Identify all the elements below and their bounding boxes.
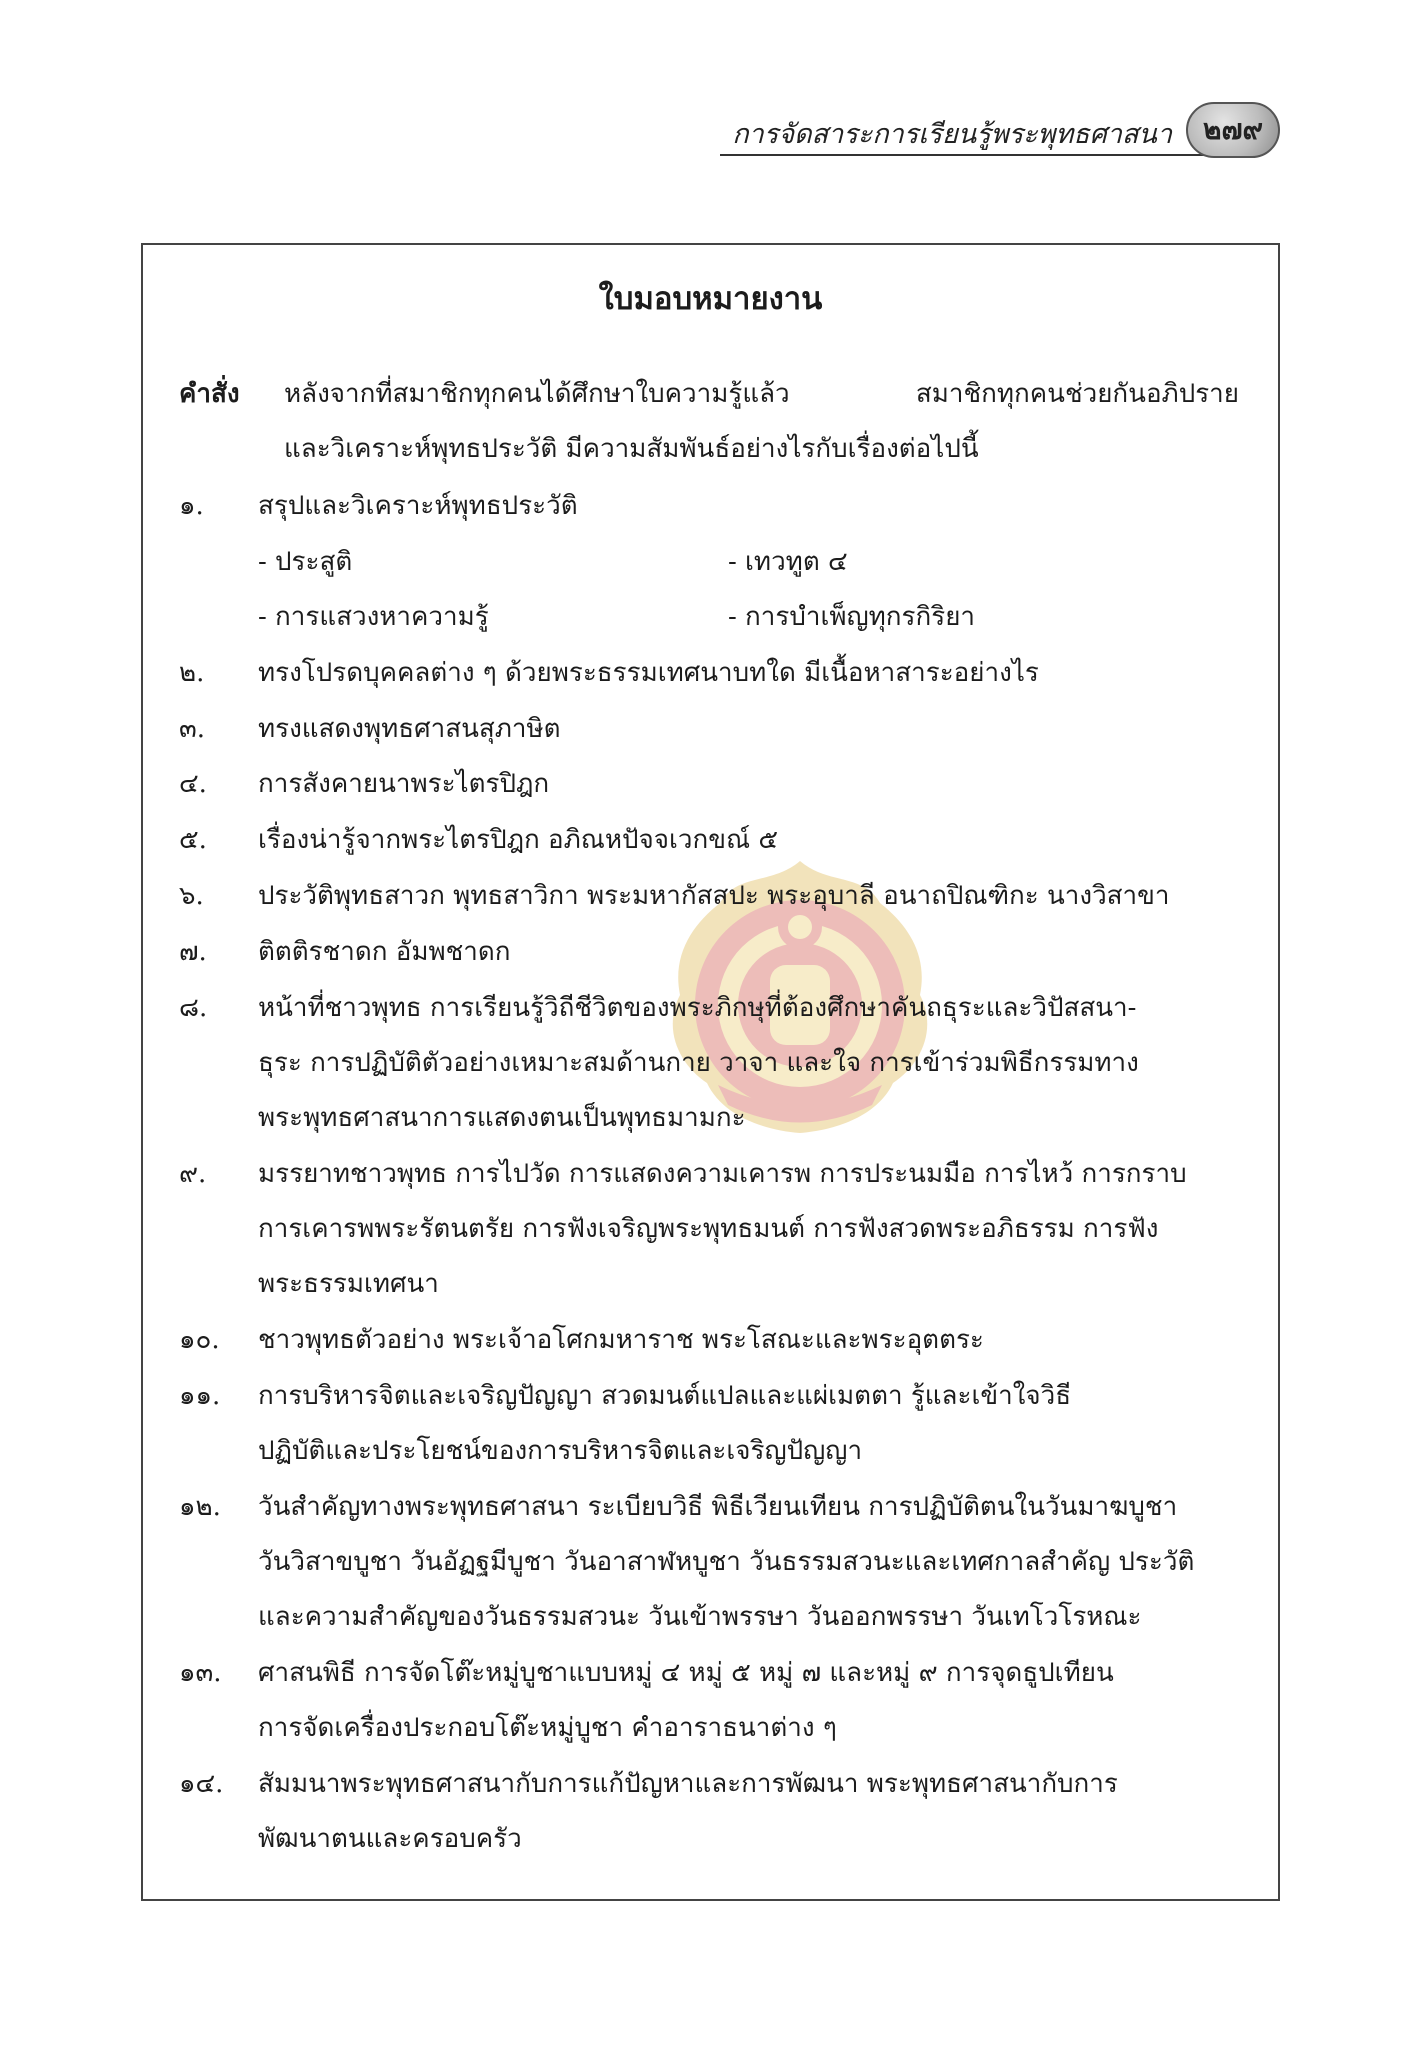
item-number: ๑๒. — [179, 1492, 221, 1522]
item-text: วันสำคัญทางพระพุทธศาสนา ระเบียบวิธี พิธีเวียนเทียน การปฏิบัติตนในวันมาฆบูชา — [258, 1492, 1178, 1522]
sheet-title: ใบมอบหมายงาน — [598, 281, 823, 317]
item-number: ๑๓. — [179, 1658, 222, 1688]
item-text: วันวิสาขบูชา วันอัฏฐมีบูชา วันอาสาฬหบูชา วันธรรมสวนะและเทศกาลสำคัญ ประวัติ — [258, 1547, 1195, 1577]
item-text: พัฒนาตนและครอบครัว — [258, 1824, 522, 1854]
header-title: การจัดสาระการเรียนรู้พระพุทธศาสนา — [732, 119, 1172, 150]
list-item — [143, 1375, 1278, 1415]
list-item — [143, 708, 1278, 748]
item-text: มรรยาทชาวพุทธ การไปวัด การแสดงความเคารพ การประนมมือ การไหว้ การกราบ — [258, 1159, 1187, 1189]
item-text: เรื่องน่ารู้จากพระไตรปิฎก อภิณหปัจจเวกขณ์ ๕ — [258, 825, 779, 855]
item-number: ๗. — [179, 937, 207, 967]
item-text: หน้าที่ชาวพุทธ การเรียนรู้วิถีชีวิตของพระภิกษุที่ต้องศึกษาคันถธุระและวิปัสสนา- — [258, 993, 1137, 1023]
item-text: ทรงแสดงพุทธศาสนสุภาษิต — [258, 714, 561, 744]
item-text: พระพุทธศาสนาการแสดงตนเป็นพุทธมามกะ — [258, 1103, 746, 1133]
instruction-text-1: หลังจากที่สมาชิกทุกคนได้ศึกษาใบความรู้แล้ว สมาชิกทุกคนช่วยกันอภิปราย — [284, 379, 1239, 409]
list-item — [143, 1319, 1278, 1359]
item-number: ๘. — [179, 993, 208, 1023]
item-text: สัมมนาพระพุทธศาสนากับการแก้ปัญหาและการพัฒนา พระพุทธศาสนากับการ — [258, 1769, 1118, 1799]
item-text: การบริหารจิตและเจริญปัญญา สวดมนต์แปลและแผ่เมตตา รู้และเข้าใจวิธี — [258, 1381, 1072, 1411]
item-text: ธุระ การปฏิบัติตัวอย่างเหมาะสมด้านกาย วาจา และใจ การเข้าร่วมพิธีกรรมทาง — [258, 1048, 1139, 1078]
list-item — [143, 485, 1278, 525]
page-header — [700, 100, 1280, 170]
sub-item: - ประสูติ — [258, 547, 353, 577]
item-number: ๑๔. — [179, 1769, 224, 1799]
list-item — [143, 931, 1278, 971]
item-number: ๕. — [179, 825, 207, 855]
list-item — [143, 1486, 1278, 1526]
list-item — [143, 987, 1278, 1027]
item-number: ๓. — [179, 714, 206, 744]
list-item — [143, 1652, 1278, 1692]
assignment-sheet — [141, 243, 1280, 1901]
item-text: ปฏิบัติและประโยชน์ของการบริหารจิตและเจริญปัญญา — [258, 1436, 863, 1466]
item-number: ๑๐. — [179, 1325, 220, 1355]
item-number: ๒. — [179, 658, 205, 688]
item-number: ๑. — [179, 491, 204, 521]
sub-item: - เทวทูต ๔ — [728, 547, 848, 577]
item-number: ๖. — [179, 881, 204, 911]
item-text: ติตติรชาดก อัมพชาดก — [258, 937, 511, 967]
item-text: การสังคายนาพระไตรปิฎก — [258, 769, 550, 799]
page-number-badge: ๒๗๙ — [1186, 102, 1280, 158]
item-text: ศาสนพิธี การจัดโต๊ะหมู่บูชาแบบหมู่ ๔ หมู่ ๕ หมู่ ๗ และหมู่ ๙ การจุดธูปเทียน — [258, 1658, 1114, 1688]
item-text: การเคารพพระรัตนตรัย การฟังเจริญพระพุทธมนต์ การฟังสวดพระอภิธรรม การฟัง — [258, 1214, 1159, 1244]
sub-item: - การแสวงหาความรู้ — [258, 602, 489, 632]
item-text: ประวัติพุทธสาวก พุทธสาวิกา พระมหากัสสปะ พระอุบาลี อนาถปิณฑิกะ นางวิสาขา — [258, 881, 1170, 911]
item-text: ทรงโปรดบุคคลต่าง ๆ ด้วยพระธรรมเทศนาบทใด มีเนื้อหาสาระอย่างไร — [258, 658, 1039, 688]
instruction-label: คำสั่ง — [179, 379, 240, 409]
list-item — [143, 1153, 1278, 1193]
list-item — [143, 1763, 1278, 1803]
item-text: และความสำคัญของวันธรรมสวนะ วันเข้าพรรษา วันออกพรรษา วันเทโวโรหณะ — [258, 1602, 1142, 1632]
item-text: สรุปและวิเคราะห์พุทธประวัติ — [258, 491, 578, 521]
instruction-line-1 — [179, 373, 1239, 414]
list-item — [143, 819, 1278, 859]
header-rule — [720, 154, 1210, 156]
item-text: พระธรรมเทศนา — [258, 1269, 439, 1299]
list-item — [143, 875, 1278, 915]
item-number: ๑๑. — [179, 1381, 221, 1411]
item-text: ชาวพุทธตัวอย่าง พระเจ้าอโศกมหาราช พระโสณะและพระอุตตระ — [258, 1325, 984, 1355]
item-text: การจัดเครื่องประกอบโต๊ะหมู่บูชา คำอาราธนาต่าง ๆ — [258, 1713, 837, 1743]
list-item — [143, 652, 1278, 692]
list-item — [143, 763, 1278, 803]
sub-item: - การบำเพ็ญทุกรกิริยา — [728, 602, 976, 632]
item-number: ๙. — [179, 1159, 207, 1189]
item-number: ๔. — [179, 769, 207, 799]
instruction-text-2: และวิเคราะห์พุทธประวัติ มีความสัมพันธ์อย่างไรกับเรื่องต่อไปนี้ — [284, 434, 979, 464]
